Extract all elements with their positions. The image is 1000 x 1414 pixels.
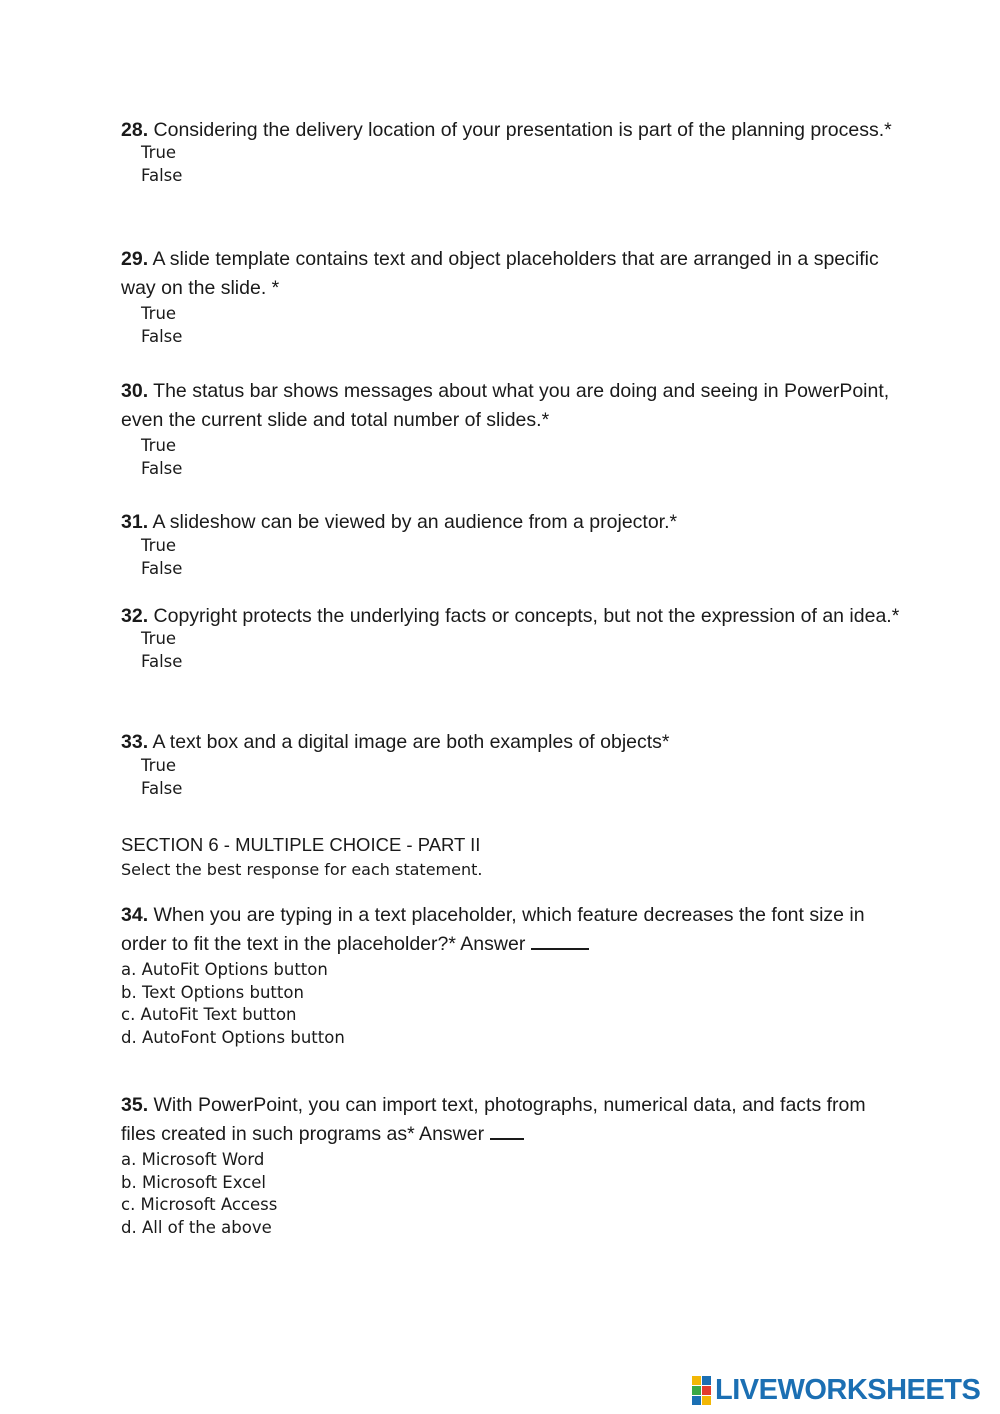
logo-grid-icon [692,1376,711,1405]
option-b[interactable]: b. Text Options button [121,982,304,1002]
question-34 [121,901,901,1049]
answer-blank[interactable] [531,931,589,950]
option-true[interactable]: True [141,536,177,555]
option-d[interactable]: d. All of the above [121,1217,272,1237]
option-d[interactable]: d. AutoFont Options button [121,1027,345,1047]
option-false[interactable]: False [141,558,183,578]
question-28 [121,119,901,187]
option-true[interactable]: True [141,436,177,455]
question-text: 30. The status bar shows messages about what you are doing and seeing in PowerPoint, even the current slide and total number of slides.* [121,380,890,431]
question-32 [121,605,901,673]
question-text: 32. Copyright protects the underlying facts or concepts, but not the expression of an idea.* [121,605,900,627]
question-text: 33. A text box and a digital image are both examples of objects* [121,731,670,753]
question-35 [121,1091,901,1239]
question-29 [121,245,901,348]
option-true[interactable]: True [141,629,177,648]
question-text: 28. Considering the delivery location of your presentation is part of the planning process.* [121,119,892,141]
section-subtitle: Select the best response for each statement. [121,860,483,879]
option-b[interactable]: b. Microsoft Excel [121,1172,267,1192]
option-a[interactable]: a. Microsoft Word [121,1150,265,1169]
option-true[interactable]: True [141,756,177,775]
option-a[interactable]: a. AutoFit Options button [121,960,328,979]
option-false[interactable]: False [141,778,183,798]
option-true[interactable]: True [141,143,177,162]
question-33 [121,730,901,800]
option-c[interactable]: c. Microsoft Access [121,1195,278,1214]
option-false[interactable]: False [141,326,183,346]
option-false[interactable]: False [141,458,183,478]
question-text: 31. A slideshow can be viewed by an audience from a projector.* [121,511,678,533]
question-31 [121,509,901,580]
question-text: 35. With PowerPoint, you can import text, photographs, numerical data, and facts from files created in such programs as* Answer [121,1094,866,1145]
section-title: SECTION 6 - MULTIPLE CHOICE - PART II [121,834,481,855]
answer-blank[interactable] [490,1121,524,1140]
option-true[interactable]: True [141,304,177,323]
option-false[interactable]: False [141,651,183,671]
liveworksheets-logo [692,1374,980,1406]
logo-text: LIVEWORKSHEETS [715,1373,981,1406]
question-text: 34. When you are typing in a text placeholder, which feature decreases the font size in order to fit the text in the placeholder?* Answer [121,904,865,955]
question-30 [121,377,901,480]
option-false[interactable]: False [141,165,183,185]
option-c[interactable]: c. AutoFit Text button [121,1005,297,1024]
question-text: 29. A slide template contains text and object placeholders that are arranged in a specific way on the slide. * [121,248,879,299]
